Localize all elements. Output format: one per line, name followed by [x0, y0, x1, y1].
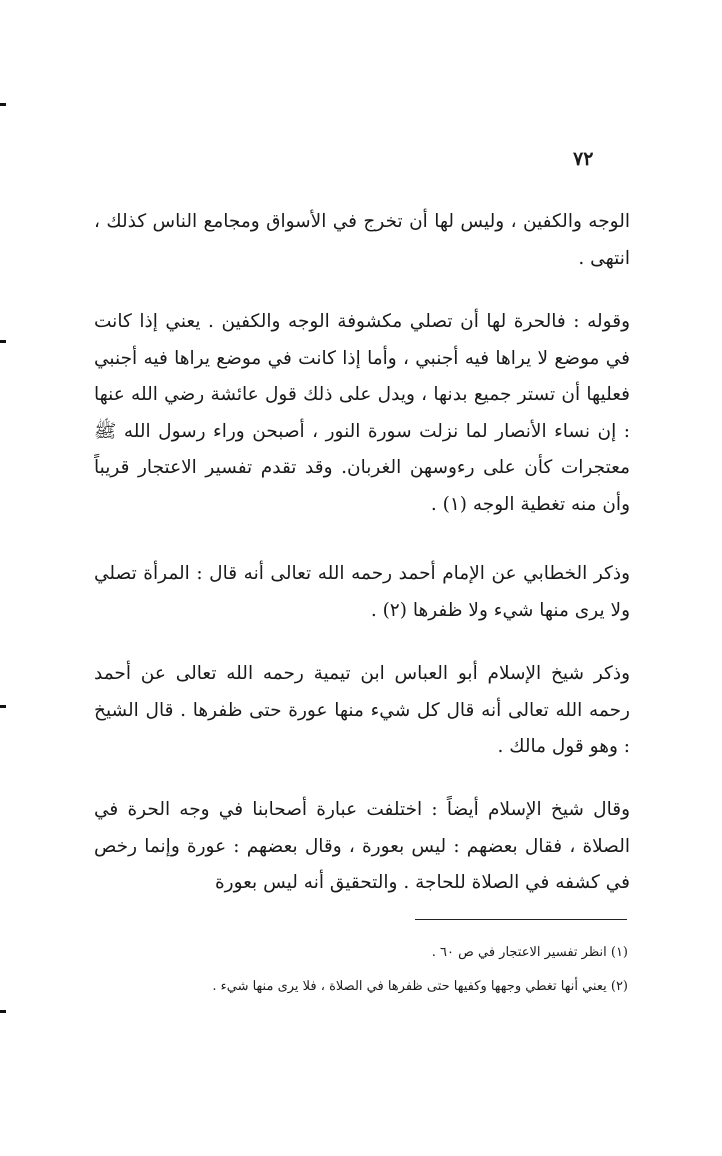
paragraph-text: وذكر شيخ الإسلام أبو العباس ابن تيمية رحمه الله تعالى عن أحمد رحمه الله تعالى أنه قال كل شيء منها عورة حتى ظفرها . قال الشيخ : وهو قول مالك .: [94, 663, 630, 757]
paragraph-5: [94, 792, 630, 902]
scan-edge-mark: [0, 705, 6, 708]
paragraph-1: [94, 204, 630, 277]
scan-edge-mark: [0, 1010, 6, 1013]
footnote-2: (٢) يعني أنها تغطي وجهها وكفيها حتى ظفرها في الصلاة ، فلا يرى منها شيء .: [212, 979, 628, 994]
footnote-divider: [415, 919, 627, 920]
footnotes: [80, 936, 628, 1004]
paragraph-2: [94, 304, 630, 523]
paragraph-text: وقال شيخ الإسلام أيضاً : اختلفت عبارة أصحابنا في وجه الحرة في الصلاة ، فقال بعضهم : ليس بعورة ، وقال بعضهم : عورة وإنما رخص في كشفه في الصلاة للحاجة . والتحقيق أنه ليس بعورة: [94, 799, 630, 893]
paragraph-text: وذكر الخطابي عن الإمام أحمد رحمه الله تعالى أنه قال : المرأة تصلي ولا يرى منها شيء ولا ظفرها (٢) .: [94, 563, 630, 621]
scan-edge-mark: [0, 340, 6, 343]
page-number: ٧٢: [573, 148, 594, 170]
paragraph-text: وقوله : فالحرة لها أن تصلي مكشوفة الوجه والكفين . يعني إذا كانت في موضع لا يراها فيه أجنبي ، وأما إذا كانت في موضع يراها فيه أجنبي فعليها أن تستر جميع بدنها ، ويدل على ذلك قول عائشة رضي الله عنها : إن نساء الأنصار لما نزلت سورة النور ، أصبحن وراء رسول الله ﷺ معتجرات كأن على رءوسهن الغربان. وقد تقدم تفسير الاعتجار قريباً وأن منه تغطية الوجه (١) .: [94, 311, 630, 515]
footnote-1: (١) انظر تفسير الاعتجار في ص ٦٠ .: [431, 945, 628, 960]
paragraph-4: [94, 656, 630, 766]
scan-edge-mark: [0, 103, 6, 106]
paragraph-3: [94, 556, 630, 629]
paragraph-text: الوجه والكفين ، وليس لها أن تخرج في الأسواق ومجامع الناس كذلك ، انتهى .: [94, 211, 630, 269]
